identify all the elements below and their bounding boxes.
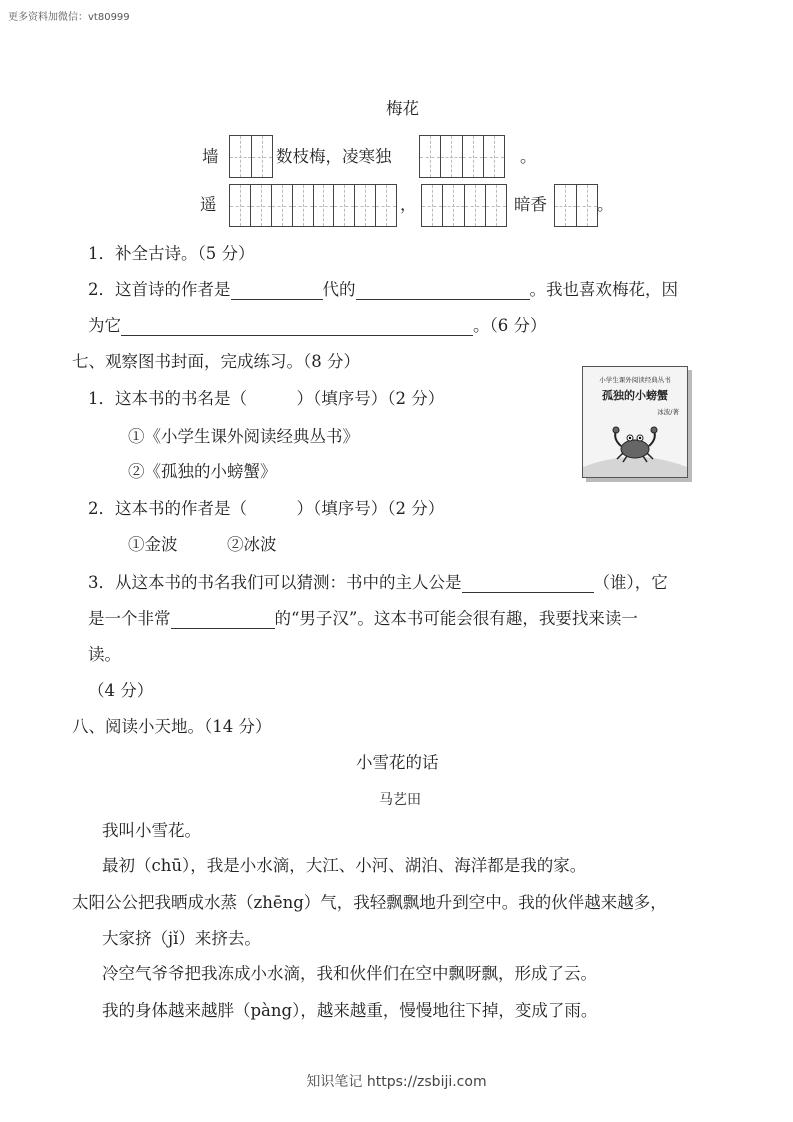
- answer-box-5[interactable]: [554, 184, 598, 227]
- section7-q3-text-d: 的“男子汉”。这本书可能会很有趣，我要找来读一: [274, 609, 638, 628]
- reason-blank[interactable]: [121, 317, 473, 336]
- story-paragraph-4: 冷空气爷爷把我冻成小水滴，我和伙伴们在空中飘呀飘，形成了云。: [102, 964, 597, 983]
- poem-q2-text-c: 。我也喜欢梅花，因: [529, 280, 678, 299]
- story-paragraph-5: 我的身体越来越胖（pàng），越来越重，慢慢地往下掉，变成了雨。: [102, 1001, 598, 1020]
- poem-q2-text-d: 为它: [88, 316, 121, 335]
- section7-heading: 七、观察图书封面，完成练习。（8 分）: [72, 352, 360, 371]
- section7-q3-line3: 读。: [88, 645, 121, 664]
- poem-line2-comma: ，: [400, 195, 417, 214]
- trait-blank[interactable]: [171, 610, 275, 629]
- poem-line2-end: 。: [597, 195, 614, 214]
- poem-q2-line1: [88, 280, 678, 300]
- section7-q3-score: （4 分）: [88, 681, 154, 700]
- poem-line1-start: 墙: [202, 147, 219, 166]
- answer-box-3[interactable]: [229, 184, 397, 227]
- story-paragraph-3-cont: 大家挤（jǐ）来挤去。: [102, 929, 261, 948]
- story-paragraph-3: 太阳公公把我晒成水蒸（zhēng）气，我轻飘飘地升到空中。我的伙伴越来越多，: [72, 893, 667, 912]
- crab-illustration: [583, 419, 687, 477]
- author-blank[interactable]: [231, 281, 323, 300]
- answer-box-1[interactable]: [229, 135, 273, 178]
- poem-q2-text-b: 代的: [322, 280, 356, 299]
- section7-q2-options: ①金波 ②冰波: [128, 535, 277, 554]
- section7-q3-line1: [88, 573, 668, 593]
- dynasty-blank[interactable]: [356, 281, 530, 300]
- poem-q2-text-a: 2．这首诗的作者是: [88, 280, 231, 299]
- footer-watermark: 知识笔记 https://zsbiji.com: [306, 1074, 487, 1090]
- header-note: 更多资料加微信：vt80999: [8, 12, 130, 23]
- poem-line1-mid: 数枝梅，凌寒独: [276, 147, 392, 166]
- book-author-text: 冰波/著: [657, 408, 679, 416]
- section8-heading: 八、阅读小天地。（14 分）: [72, 717, 272, 736]
- story-title: 小雪花的话: [356, 753, 439, 772]
- poem-q2-text-e: 。（6 分）: [473, 316, 547, 335]
- poem-line2-start: 遥: [200, 195, 217, 214]
- protagonist-blank[interactable]: [462, 574, 594, 593]
- book-cover-image: [582, 366, 688, 478]
- poem-q1: 1．补全古诗。（5 分）: [88, 244, 255, 263]
- story-author: 马艺田: [379, 792, 421, 808]
- poem-q2-line2: [88, 316, 547, 336]
- book-title-text: 孤独的小螃蟹: [602, 389, 668, 402]
- poem-line1-end: 。: [520, 147, 537, 166]
- story-paragraph-2: 最初（chū），我是小水滴，大江、小河、湖泊、海洋都是我的家。: [102, 856, 587, 875]
- section7-q2: 2．这本书的作者是（ ）（填序号）（2 分）: [88, 499, 445, 518]
- story-paragraph-1: 我叫小雪花。: [102, 821, 201, 840]
- section7-q3-text-b: （谁），它: [593, 573, 668, 592]
- poem-line2-mid: 暗香: [514, 195, 547, 214]
- section7-q3-line2: [88, 609, 638, 629]
- section7-q1: 1．这本书的书名是（ ）（填序号）（2 分）: [88, 389, 445, 408]
- poem-title: 梅花: [386, 99, 419, 118]
- answer-box-4[interactable]: [421, 184, 507, 227]
- book-series-text: 小学生课外阅读经典丛书: [599, 376, 671, 384]
- section7-q3-text-c: 是一个非常: [88, 609, 171, 628]
- section7-q1-option2: ②《孤独的小螃蟹》: [128, 462, 277, 481]
- section7-q3-text-a: 3．从这本书的书名我们可以猜测：书中的主人公是: [88, 573, 462, 592]
- section7-q1-option1: ①《小学生课外阅读经典丛书》: [128, 427, 359, 446]
- answer-box-2[interactable]: [419, 135, 505, 178]
